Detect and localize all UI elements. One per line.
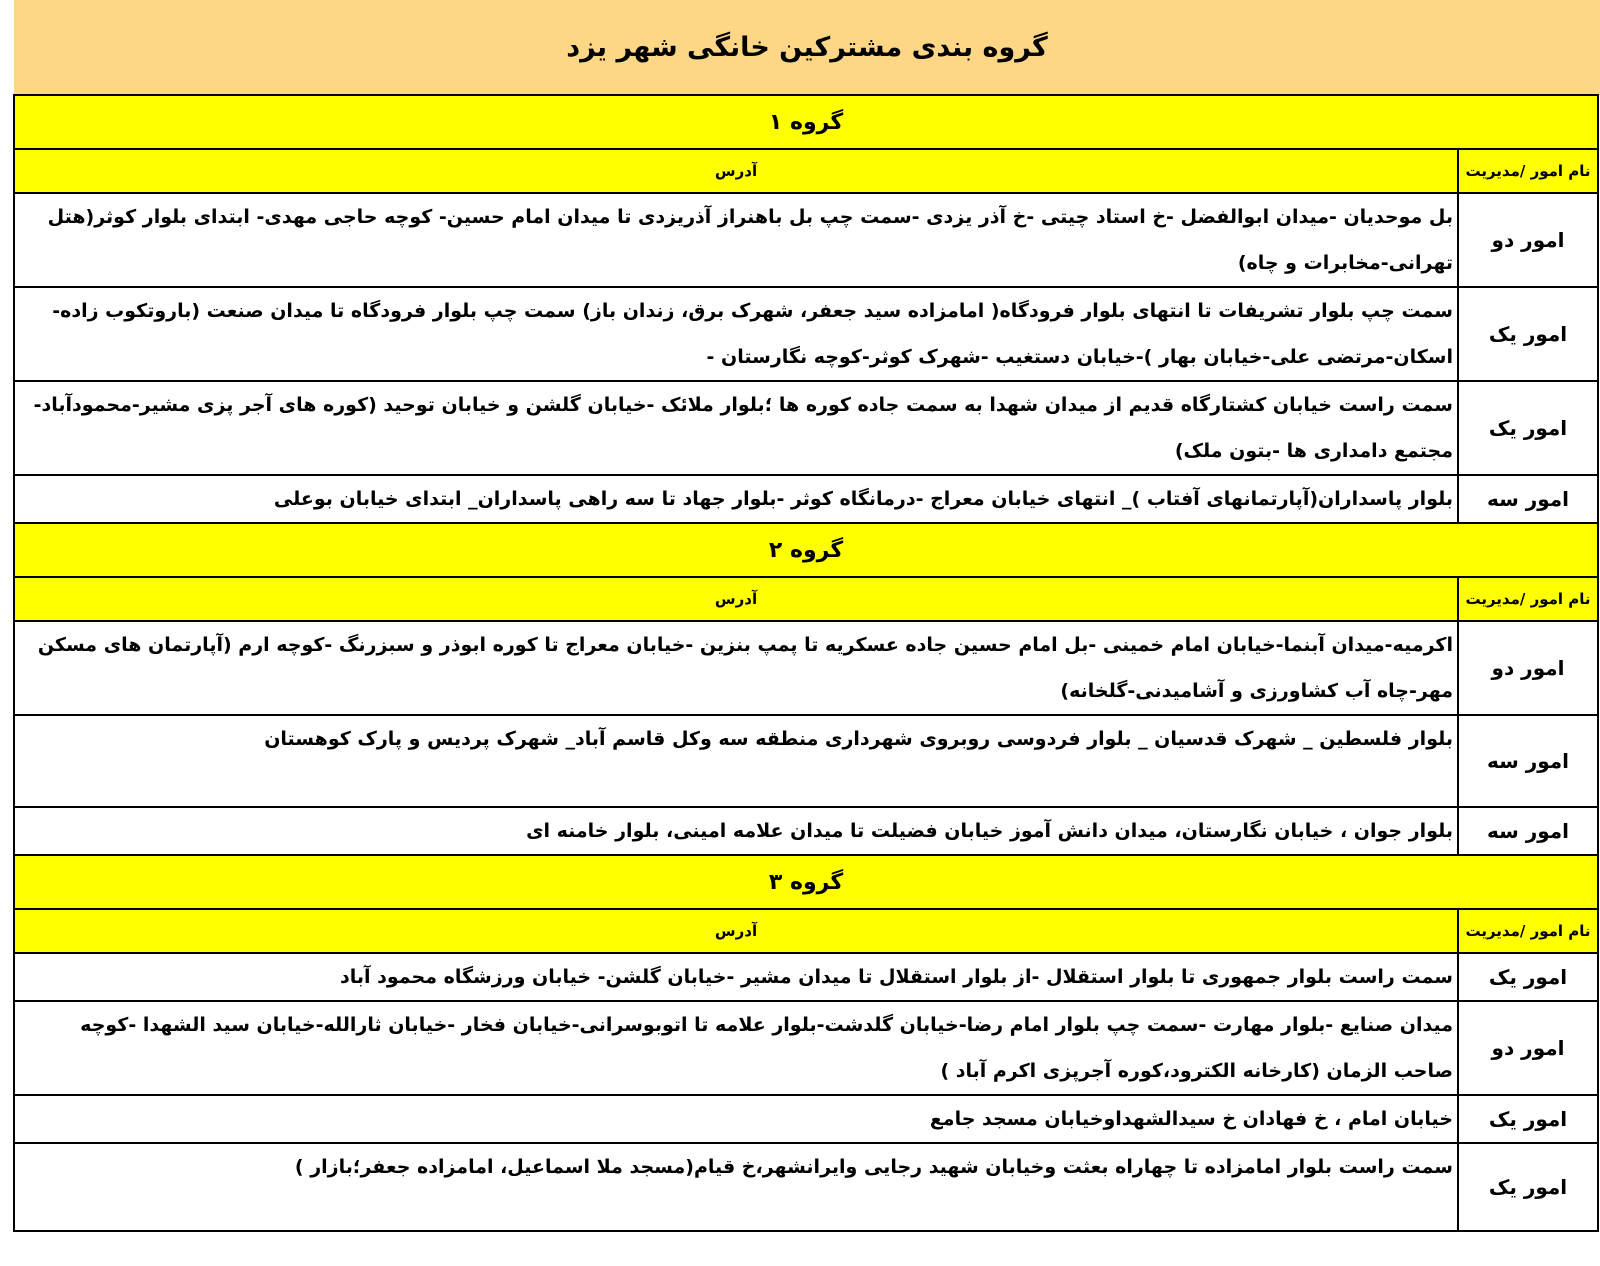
column-header-address: آدرس (14, 909, 1458, 953)
office-cell: امور یک (1458, 953, 1598, 1001)
address-cell: سمت راست بلوار جمهوری تا بلوار استقلال -از بلوار استقلال تا میدان مشیر -خیابان گلشن- خیابان ورزشگاه محمود آباد (14, 953, 1458, 1001)
column-header-office: نام امور /مدیریت (1458, 577, 1598, 621)
office-cell: امور سه (1458, 475, 1598, 523)
column-header-row (14, 149, 1598, 193)
table-row (14, 287, 1598, 381)
address-cell: سمت چپ بلوار تشریفات تا انتهای بلوار فرودگاه( امامزاده سید جعفر، شهرک برق، زندان باز) سمت چپ بلوار فرودگاه تا میدان صنعت (باروتکوب زاده-اسکان-مرتضی علی-خیابان بهار )-خیابان دستغیب -شهرک کوثر-کوچه نگارستان - (14, 287, 1458, 381)
group-title: گروه ۳ (14, 855, 1598, 909)
group-title: گروه ۲ (14, 523, 1598, 577)
office-cell: امور سه (1458, 715, 1598, 807)
page-title: گروه بندی مشترکین خانگی شهر یزد (566, 32, 1048, 63)
column-header-address: آدرس (14, 577, 1458, 621)
group-header (14, 523, 1598, 577)
office-cell: امور سه (1458, 807, 1598, 855)
table-row (14, 715, 1598, 807)
office-cell: امور یک (1458, 287, 1598, 381)
column-header-office: نام امور /مدیریت (1458, 909, 1598, 953)
column-header-address: آدرس (14, 149, 1458, 193)
address-cell: بلوار جوان ، خیابان نگارستان، میدان دانش آموز خیابان فضیلت تا میدان علامه امینی، بلوار خامنه ای (14, 807, 1458, 855)
address-cell: سمت راست خیابان کشتارگاه قدیم از میدان شهدا به سمت جاده کوره ها ؛بلوار ملائک -خیابان گلشن و خیابان توحید (کوره های آجر پزی مشیر-محمودآباد-مجتمع دامداری ها -بتون ملک) (14, 381, 1458, 475)
office-cell: امور دو (1458, 1001, 1598, 1095)
address-cell: خیابان امام ، خ فهادان خ سیدالشهداوخیابان مسجد جامع (14, 1095, 1458, 1143)
column-header-row (14, 909, 1598, 953)
table-row (14, 807, 1598, 855)
office-cell: امور دو (1458, 621, 1598, 715)
address-cell: بلوار فلسطین _ شهرک قدسیان _ بلوار فردوسی روبروی شهرداری منطقه سه وکل قاسم آباد_ شهرک پردیس و پارک کوهستان (14, 715, 1458, 807)
address-cell: سمت راست بلوار امامزاده تا چهاراه بعثت وخیابان شهید رجایی وایرانشهر،خ قیام(مسجد ملا اسماعیل، امامزاده جعفر؛بازار ) (14, 1143, 1458, 1231)
title-bar (14, 0, 1600, 95)
table-row (14, 193, 1598, 287)
group-header (14, 855, 1598, 909)
groups-table (13, 94, 1599, 1232)
table-row (14, 381, 1598, 475)
column-header-office: نام امور /مدیریت (1458, 149, 1598, 193)
table-row (14, 1095, 1598, 1143)
address-cell: اکرمیه-میدان آبنما-خیابان امام خمینی -بل امام حسین جاده عسکریه تا پمپ بنزین -خیابان معراج تا کوره ابوذر و سبزرنگ -کوچه ارم (آپارتمان های مسکن مهر-چاه آب کشاورزی و آشامیدنی-گلخانه) (14, 621, 1458, 715)
table-row (14, 475, 1598, 523)
table-row (14, 1001, 1598, 1095)
table-row (14, 621, 1598, 715)
office-cell: امور یک (1458, 1095, 1598, 1143)
group-title: گروه ۱ (14, 95, 1598, 149)
office-cell: امور دو (1458, 193, 1598, 287)
address-cell: بل موحدیان -میدان ابوالفضل -خ استاد چیتی -خ آذر یزدی -سمت چپ بل باهنراز آذریزدی تا میدان امام حسین- کوچه حاجی مهدی- ابتدای بلوار کوثر(هتل تهرانی-مخابرات و چاه) (14, 193, 1458, 287)
group-header (14, 95, 1598, 149)
office-cell: امور یک (1458, 1143, 1598, 1231)
office-cell: امور یک (1458, 381, 1598, 475)
column-header-row (14, 577, 1598, 621)
address-cell: بلوار پاسداران(آپارتمانهای آفتاب )_ انتهای خیابان معراج -درمانگاه کوثر -بلوار جهاد تا سه راهی پاسداران_ ابتدای خیابان بوعلی (14, 475, 1458, 523)
table-row (14, 1143, 1598, 1231)
address-cell: میدان صنایع -بلوار مهارت -سمت چپ بلوار امام رضا-خیابان گلدشت-بلوار علامه تا اتوبوسرانی-خیابان فخار -خیابان ثارالله-خیابان سید الشهدا -کوچه صاحب الزمان (کارخانه الکترود،کوره آجرپزی اکرم آباد ) (14, 1001, 1458, 1095)
table-row (14, 953, 1598, 1001)
